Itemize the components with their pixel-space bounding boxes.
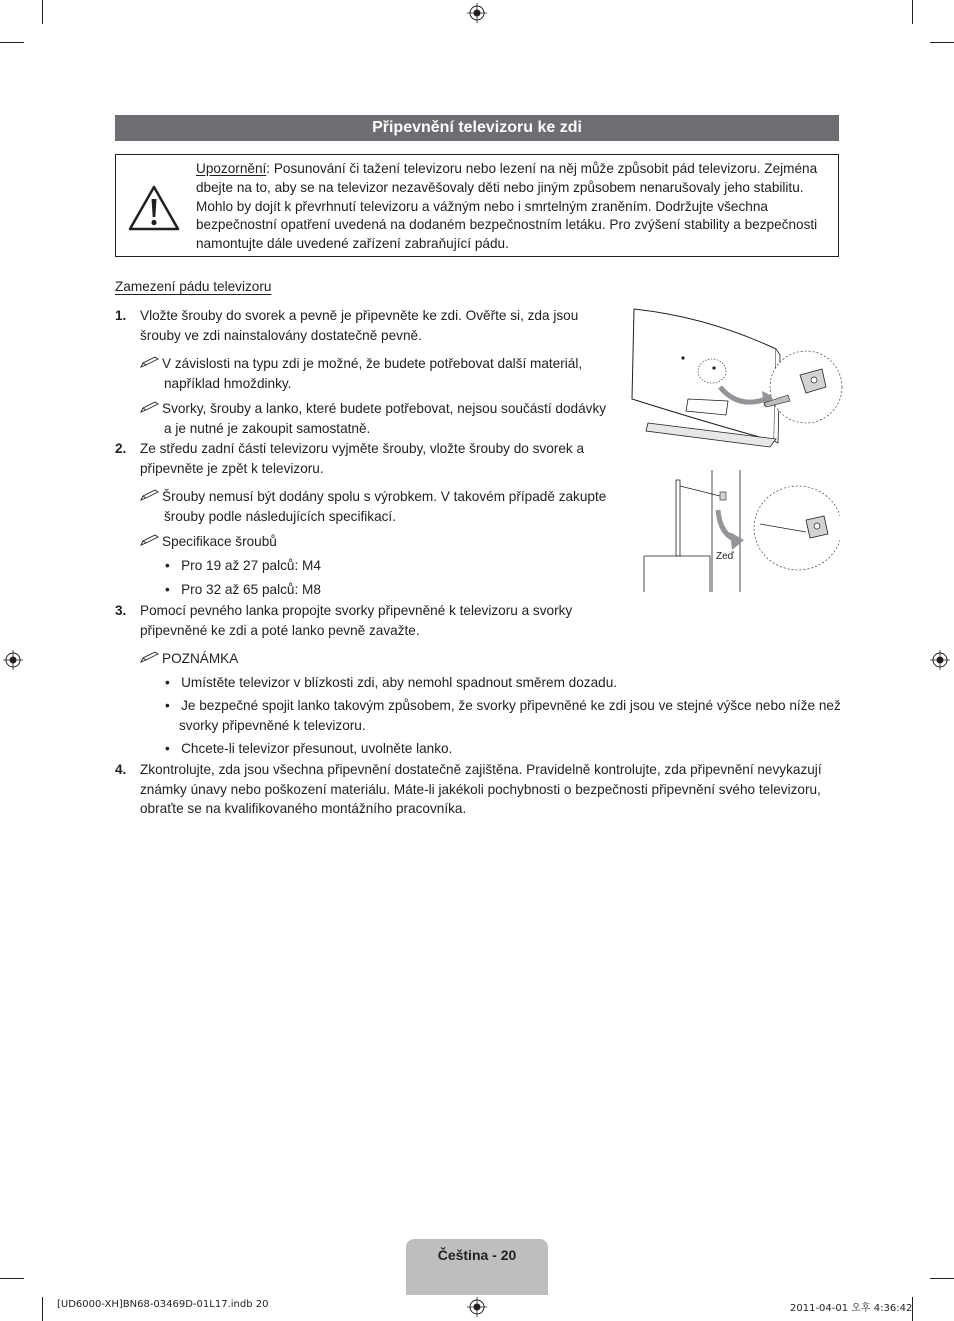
step-number: 1. — [115, 308, 127, 323]
warning-text — [196, 160, 836, 254]
registration-mark-icon — [467, 3, 487, 23]
section-subheading: Zamezení pádu televizoru — [115, 279, 272, 294]
pencil-note-icon — [140, 489, 160, 501]
note: V závislosti na typu zdi je možné, že budete potřebovat další materiál, například hmoždinky. — [140, 354, 604, 393]
crop-mark — [0, 1278, 24, 1279]
crop-mark — [0, 42, 24, 43]
step-number: 4. — [115, 762, 127, 777]
crop-mark — [42, 1297, 43, 1321]
pencil-note-icon — [140, 534, 160, 546]
pencil-note-icon — [140, 651, 160, 663]
pencil-note-icon — [140, 401, 160, 413]
crop-mark — [930, 1278, 954, 1279]
crop-mark — [930, 42, 954, 43]
crop-mark — [912, 0, 913, 24]
note-bullet: • Chcete-li televizor přesunout, uvolněte lanko. — [165, 741, 453, 756]
warning-body: : Posunování či tažení televizoru nebo lezení na něj může způsobit pád televizoru. Zejména dbejte na to, aby se na televizor nezavěšovaly děti nebo jiným způsobem nenarušovaly jeho stabilitu. Mohlo by dojít k převrhnutí televizoru a vážným nebo i smrtelným zraněním. Dodržujte všechna bezpečnostní opatření uvedená na dodaném bezpečnostním letáku. Pro zvýšení stability a bezpečnosti namontujte dále uvedené zařízení zabraňující pádu. — [196, 161, 818, 252]
crop-mark — [42, 0, 43, 24]
page-number-tab: Čeština - 20 — [406, 1239, 548, 1295]
note-bullet: • Umístěte televizor v blízkosti zdi, aby nemohl spadnout směrem dozadu. — [165, 675, 618, 690]
step-number: 2. — [115, 441, 127, 456]
print-slug-right: 2011-04-01 오후 4:36:42 — [790, 1303, 913, 1314]
wall-label: Zeď — [716, 551, 734, 562]
note: Svorky, šrouby a lanko, které budete potřebovat, nejsou součástí dodávky a je nutné je zakoupit samostatně. — [140, 399, 614, 438]
registration-mark-icon — [3, 650, 23, 670]
spec-item: • Pro 32 až 65 palců: M8 — [165, 582, 321, 597]
print-slug-left: [UD6000-XH]BN68-03469D-01L17.indb 20 — [57, 1299, 269, 1310]
spec-item: • Pro 19 až 27 palců: M4 — [165, 558, 321, 573]
note-bullet: • Je bezpečné spojit lanko takovým způsobem, že svorky připevněné ke zdi jsou ve stejné výšce nebo níže než svorky připevněné k televizoru. — [165, 698, 841, 733]
step-text: Vložte šrouby do svorek a pevně je připevněte ke zdi. Ověřte si, zda jsou šrouby ve zdi nainstalovány dostatečně pevně. — [140, 308, 579, 343]
step-text: Zkontrolujte, zda jsou všechna připevnění dostatečně zajištěna. Pravidelně kontrolujte, zda připevnění nevykazují známky únavy nebo poškození materiálu. Máte-li jakékoli pochybnosti o bezpečnosti připevnění svého televizoru, obraťte se na kvalifikovaného montážního pracovníka. — [140, 762, 822, 816]
note-heading: POZNÁMKA — [140, 649, 238, 669]
warning-box — [115, 154, 839, 257]
warning-triangle-icon — [127, 184, 181, 232]
tv-back-illustration — [628, 303, 843, 448]
step-number: 3. — [115, 603, 127, 618]
registration-mark-icon — [930, 650, 950, 670]
note: Specifikace šroubů — [140, 532, 440, 552]
pencil-note-icon — [140, 356, 160, 368]
page-title: Připevnění televizoru ke zdi — [115, 115, 839, 141]
note: Šrouby nemusí být dodány spolu s výrobkem. V takovém případě zakupte šrouby podle následujících specifikací. — [140, 487, 624, 526]
step-text: Ze středu zadní části televizoru vyjměte šrouby, vložte šrouby do svorek a připevněte je zpět k televizoru. — [140, 441, 585, 476]
wall-bracket-illustration — [640, 470, 840, 592]
warning-label: Upozornění — [196, 161, 267, 176]
registration-mark-icon — [467, 1297, 487, 1317]
step-text: Pomocí pevného lanka propojte svorky připevněné k televizoru a svorky připevněné ke zdi a poté lanko pevně zavažte. — [140, 603, 573, 638]
